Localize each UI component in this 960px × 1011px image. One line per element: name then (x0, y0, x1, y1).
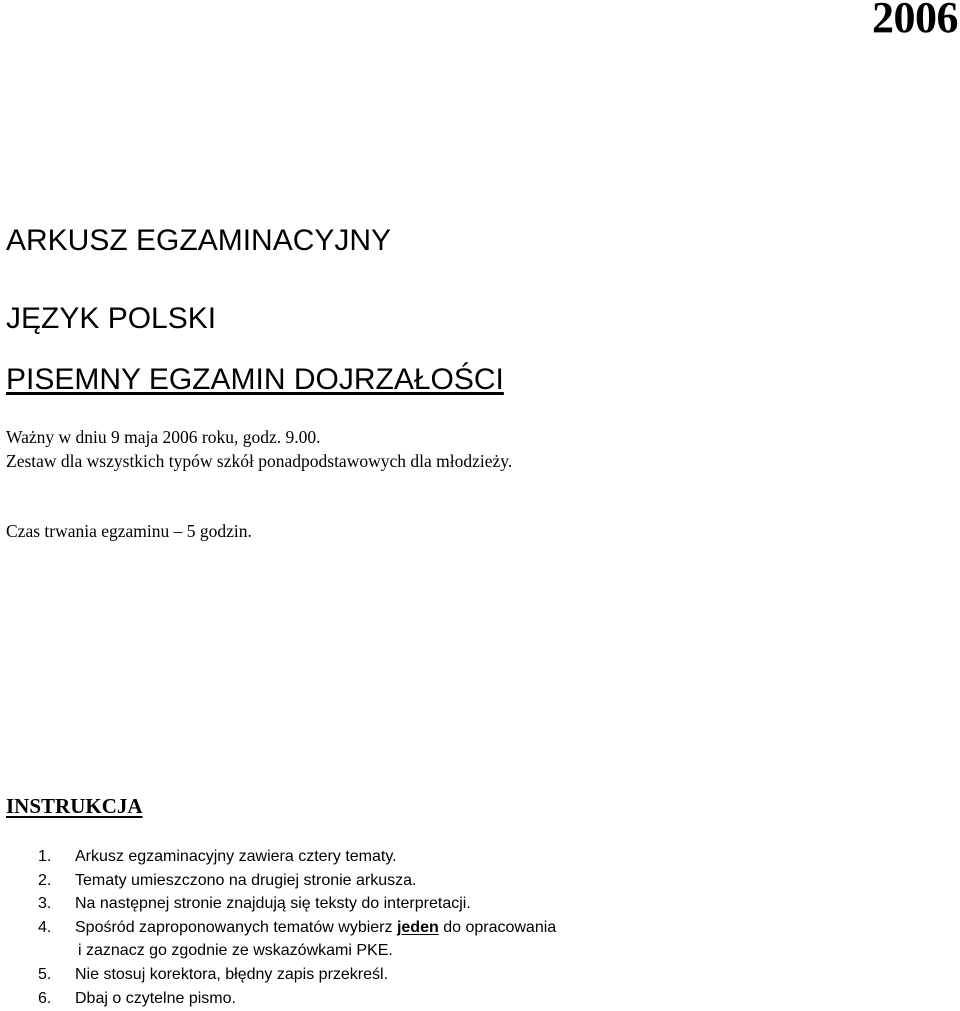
instruction-item (38, 916, 556, 963)
instruction-continuation: i zaznacz go zgodnie ze wskazówkami PKE. (78, 942, 393, 960)
instruction-text: Arkusz egzaminacyjny zawiera cztery tematy. (75, 848, 397, 865)
exam-year: 2006 (872, 0, 958, 42)
instruction-item (38, 869, 556, 893)
set-info-text: Zestaw dla wszystkich typów szkół ponadpodstawowych dla młodzieży. (6, 451, 513, 471)
document-title: ARKUSZ EGZAMINACYJNY (6, 224, 392, 257)
instruction-number: 6. (38, 989, 52, 1007)
instruction-number: 5. (38, 965, 52, 983)
instruction-text: Dbaj o czytelne pismo. (75, 989, 236, 1007)
instruction-item (38, 845, 556, 869)
instruction-number: 4. (38, 918, 52, 936)
instruction-item (38, 892, 556, 916)
exam-level-title: PISEMNY EGZAMIN DOJRZAŁOŚCI (6, 363, 504, 396)
instruction-text: Tematy umieszczono na drugiej stronie arkusza. (75, 871, 417, 889)
instruction-item (38, 963, 556, 987)
instruction-number: 2. (38, 871, 52, 889)
instruction-text-after: do opracowania (438, 918, 557, 936)
instruction-text: Na następnej stronie znajdują się teksty do interpretacji. (75, 895, 471, 913)
duration-text: Czas trwania egzaminu – 5 godzin. (6, 521, 252, 541)
valid-date-text: Ważny w dniu 9 maja 2006 roku, godz. 9.00. (6, 427, 321, 447)
instruction-item (38, 987, 556, 1011)
subject-title: JĘZYK POLSKI (6, 302, 217, 335)
instruction-text: Nie stosuj korektora, błędny zapis przekreśl. (75, 965, 389, 983)
instruction-number: 3. (38, 895, 52, 913)
instruction-number: 1. (38, 848, 52, 865)
instructions-heading: INSTRUKCJA (6, 794, 143, 818)
instruction-emphasis: jeden (396, 918, 439, 936)
instruction-text-before: Spośród zaproponowanych tematów wybierz (75, 918, 397, 936)
instruction-text (75, 916, 556, 963)
instructions-list (38, 845, 556, 1010)
